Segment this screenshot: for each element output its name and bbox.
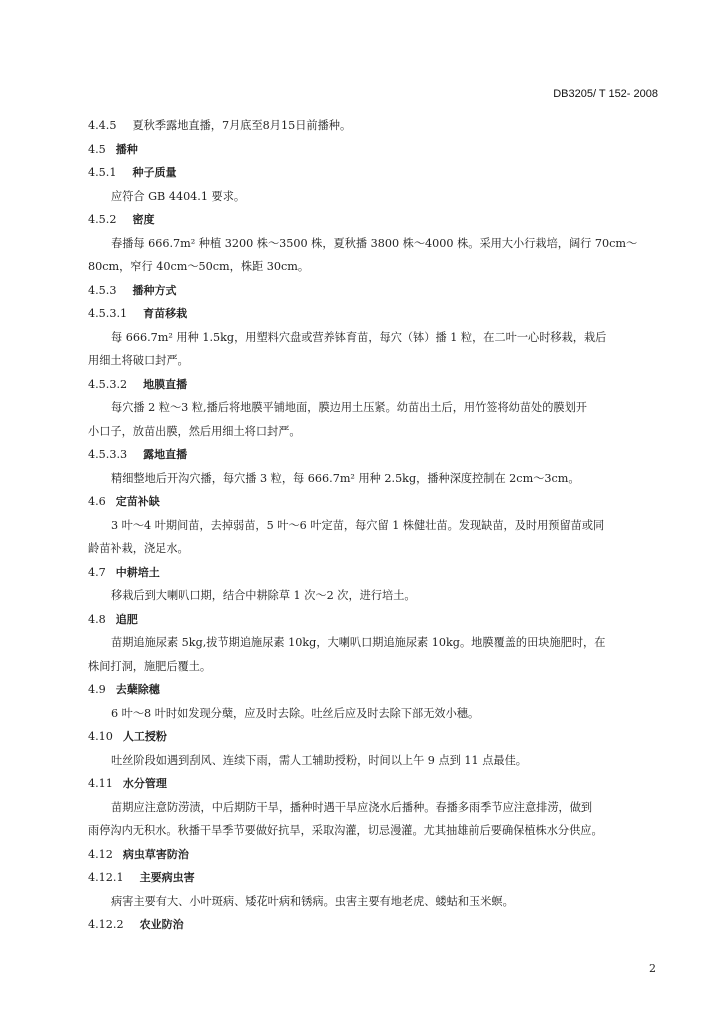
paragraph-line: 病害主要有大、小叶斑病、矮花叶病和锈病。虫害主要有地老虎、蝼蛄和玉米螟。 [111, 894, 514, 908]
paragraph-line: 苗期追施尿素 5kg,拔节期追施尿素 10kg，大喇叭口期追施尿素 10kg。地膜覆盖的田块施肥时，在 [111, 636, 606, 649]
section-heading [88, 843, 658, 867]
section-number: 4.7 [88, 565, 106, 579]
section-title: 播种方式 [132, 283, 177, 297]
section-heading [88, 302, 658, 326]
section-heading [88, 279, 658, 303]
doc-code: DB3205/ T 152- 2008 [553, 88, 658, 100]
paragraph-line: 应符合 GB 4404.1 要求。 [111, 189, 246, 203]
paragraph-line: 每 666.7m² 用种 1.5kg，用塑料穴盘或营养钵育苗，每穴（钵）播 1 粒，在二叶一心时移栽，栽后 [111, 330, 607, 344]
page-number: 2 [649, 962, 656, 975]
paragraph-line: 雨停沟内无积水。秋播干旱季节要做好抗旱，采取沟灌，切忌漫灌。尤其抽雄前后要确保植株水分供应。 [88, 824, 603, 837]
section-number: 4.12.1 [88, 871, 124, 884]
section-heading [88, 561, 658, 585]
section-title: 露地直播 [143, 448, 188, 461]
section-number: 4.5.3.3 [88, 448, 128, 461]
section-heading [88, 443, 658, 467]
section-title: 中耕培土 [115, 565, 160, 579]
paragraph-line: 龄苗补栽，浇足水。 [88, 542, 189, 555]
section-number: 4.8 [88, 612, 106, 626]
section-heading [88, 678, 658, 702]
document-body [88, 114, 658, 937]
section-title: 育苗移栽 [143, 307, 188, 320]
section-heading [88, 138, 658, 162]
section-title: 播种 [115, 142, 138, 156]
paragraph-line: 吐丝阶段如遇到刮风、连续下雨，需人工辅助授粉，时间以上午 9 点到 11 点最佳。 [111, 753, 527, 767]
paragraph-line: 精细整地后开沟穴播，每穴播 3 粒，每 666.7m² 用种 2.5kg，播种深度控制在 2cm～3cm。 [111, 471, 580, 485]
section-heading [88, 373, 658, 397]
section-number: 4.5.1 [88, 166, 117, 179]
paragraph-line: 6 叶～8 叶时如发现分蘖，应及时去除。吐丝后应及时去除下部无效小穗。 [111, 706, 480, 720]
paragraph-line: 苗期应注意防涝渍，中后期防干旱，播种时遇干旱应浇水后播种。春播多雨季节应注意排涝，做到 [111, 800, 593, 814]
section-title: 病虫草害防治 [122, 847, 189, 861]
section-number: 4.5.3 [88, 283, 117, 297]
section-number: 4.11 [88, 777, 113, 790]
section-title: 追肥 [115, 612, 138, 626]
paragraph-line: 3 叶～4 叶期间苗，去掉弱苗，5 叶～6 叶定苗，每穴留 1 株健壮苗。发现缺苗，及时用预留苗或同 [111, 518, 605, 532]
section-title: 去蘖除穗 [115, 683, 160, 696]
section-number: 4.10 [88, 730, 113, 743]
paragraph-line: 小口子，放苗出膜，然后用细土将口封严。 [88, 424, 301, 438]
section-number: 4.6 [88, 495, 106, 508]
section-title: 人工授粉 [122, 730, 167, 743]
section-heading [88, 490, 658, 514]
section-heading [88, 114, 658, 138]
paragraph-line: 80cm，窄行 40cm～50cm，株距 30cm。 [88, 260, 310, 273]
section-heading [88, 772, 658, 796]
section-number: 4.9 [88, 683, 106, 696]
section-number: 4.4.5 [88, 119, 117, 132]
section-number: 4.5.2 [88, 213, 117, 226]
paragraph-line: 株间打洞，施肥后覆土。 [88, 659, 212, 673]
section-number: 4.5 [88, 142, 106, 156]
section-title: 水分管理 [122, 777, 167, 790]
section-title: 夏秋季露地直播，7月底至8月15日前播种。 [132, 119, 352, 132]
section-heading [88, 161, 658, 185]
section-heading [88, 866, 658, 890]
section-title: 主要病虫害 [139, 871, 195, 884]
paragraph-line: 移栽后到大喇叭口期，结合中耕除草 1 次～2 次，进行培土。 [111, 589, 416, 602]
section-number: 4.12.2 [88, 918, 124, 931]
section-number: 4.5.3.1 [88, 307, 128, 320]
paragraph-line: 每穴播 2 粒～3 粒,播后将地膜平铺地面，膜边用土压紧。幼苗出土后，用竹签将幼苗处的膜划开 [111, 401, 587, 414]
section-number: 4.12 [88, 847, 113, 861]
section-title: 种子质量 [132, 166, 177, 179]
section-heading [88, 208, 658, 232]
section-title: 农业防治 [139, 918, 184, 931]
section-title: 地膜直播 [143, 377, 188, 391]
section-heading [88, 725, 658, 749]
section-heading [88, 608, 658, 632]
section-title: 密度 [132, 213, 155, 226]
section-number: 4.5.3.2 [88, 377, 128, 391]
section-heading [88, 913, 658, 937]
paragraph-line: 春播每 666.7m² 种植 3200 株～3500 株，夏秋播 3800 株～4000 株。采用大小行栽培，阔行 70cm～ [111, 236, 638, 250]
paragraph-line: 用细土将破口封严。 [88, 354, 189, 367]
section-title: 定苗补缺 [115, 495, 160, 508]
